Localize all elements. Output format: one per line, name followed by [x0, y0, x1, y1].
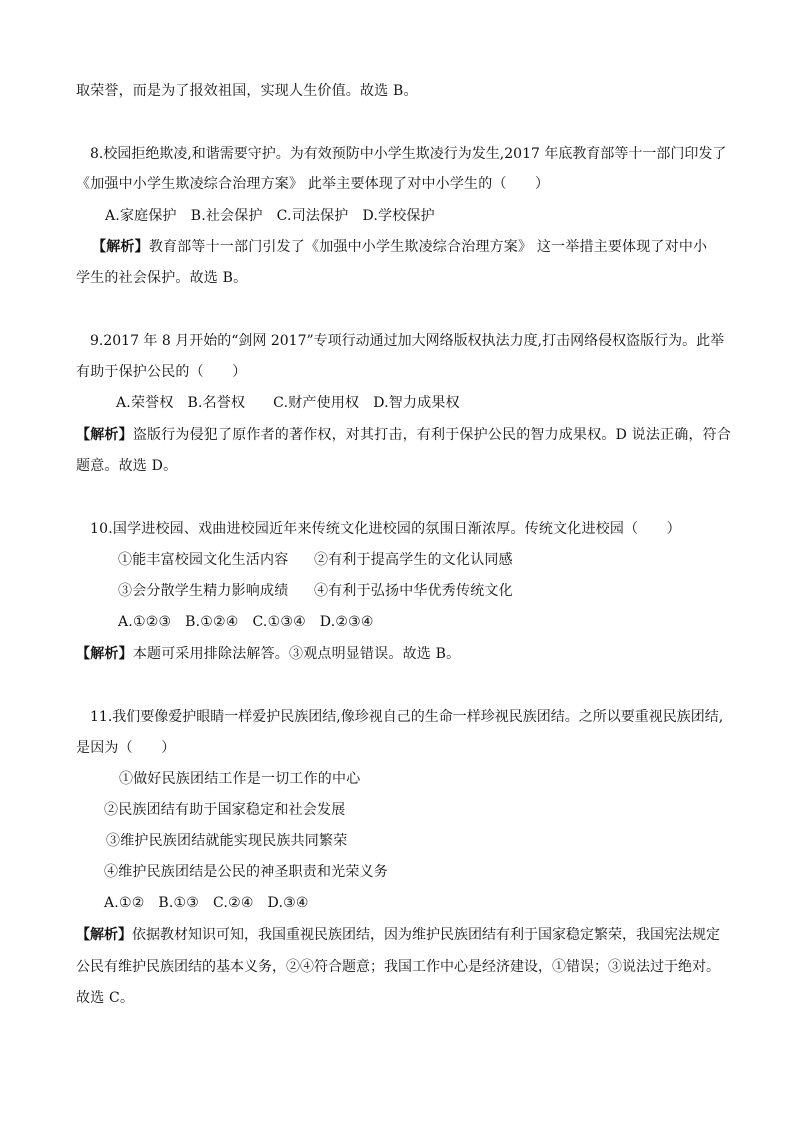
q11-statement-1: ①做好民族团结工作是一切工作的中心 [119, 771, 361, 787]
q9-option-c: C.财产使用权 [273, 395, 360, 411]
q8-option-a: A.家庭保护 [105, 208, 177, 224]
q8-stem-line2: 《加强中小学生欺凌综合治理方案》 此举主要体现了对中小学生的（ ） [76, 176, 550, 192]
q11-analysis-line1: 依据教材知识可知，我国重视民族团结，因为维护民族团结有利于国家稳定繁荣，我国宪法规定 [132, 927, 720, 943]
q11-stem-line2: 是因为（ ） [76, 740, 176, 756]
q11-option-b: B.①③ [158, 895, 200, 911]
q9-analysis-line1: 盗版行为侵犯了原作者的著作权，对其打击，有利于保护公民的智力成果权。D 说法正确，符合 [132, 427, 732, 443]
q11-options [104, 893, 309, 913]
q8-option-d: D.学校保护 [362, 208, 435, 224]
q11-analysis-label: 【解析】 [76, 927, 132, 943]
q11-statement-4: ④维护民族团结是公民的神圣职责和光荣义务 [104, 864, 388, 880]
q9-option-d: D.智力成果权 [373, 395, 460, 411]
q10-statement-3: ③会分散学生精力影响成绩 [118, 583, 289, 599]
q9-analysis [76, 425, 731, 445]
q11-statement-2: ②民族团结有助于国家稳定和社会发展 [104, 802, 346, 818]
q10-analysis-line1: 本题可采用排除法解答。③观点明显错误。故选 B。 [132, 646, 461, 662]
q11-statement-3: ③维护民族团结就能实现民族共同繁荣 [106, 833, 348, 849]
q8-analysis-label: 【解析】 [92, 239, 149, 255]
q10-statement-1: ①能丰富校园文化生活内容 [118, 552, 289, 568]
q10-statement-2: ②有利于提高学生的文化认同感 [314, 552, 513, 568]
q11-analysis [76, 925, 720, 945]
q10-option-c: C.①③④ [252, 614, 306, 630]
q10-option-d: D.②③④ [319, 614, 374, 630]
q10-options [118, 612, 374, 632]
q11-stem-line1: 11.我们要像爱护眼睛一样爱护民族团结,像珍视自己的生命一样珍视民族团结。之所以要重视民族团结, [90, 709, 724, 725]
q9-options [116, 393, 460, 413]
q10-analysis [76, 644, 460, 664]
q9-stem-line2: 有助于保护公民的（ ） [76, 364, 247, 380]
prev-answer-tail: 取荣誉，而是为了报效祖国，实现人生价值。故选 B。 [76, 83, 418, 99]
q8-stem-line1: 8.校园拒绝欺凌,和谐需要守护。为有效预防中小学生欺凌行为发生,2017 年底教育部等十一部门印发了 [90, 146, 727, 162]
q8-analysis [92, 237, 707, 257]
q11-analysis-line3: 故选 C。 [76, 990, 135, 1006]
q10-statement-4: ④有利于弘扬中华优秀传统文化 [314, 583, 513, 599]
q9-stem-line1: 9.2017 年 8 月开始的“剑网 2017”专项行动通过加大网络版权执法力度,打击网络侵权盗版行为。此举 [90, 333, 725, 349]
q9-analysis-label: 【解析】 [76, 427, 133, 443]
q10-stem-line1: 10.国学进校园、戏曲进校园近年来传统文化进校园的氛围日渐浓厚。传统文化进校园（ ） [90, 521, 681, 537]
q8-analysis-line2: 学生的社会保护。故选 B。 [76, 270, 248, 286]
q11-option-d: D.③④ [267, 895, 309, 911]
q11-analysis-line2: 公民有维护民族团结的基本义务，②④符合题意；我国工作中心是经济建设，①错误；③说法过于绝对。 [76, 959, 720, 975]
q9-option-a: A.荣誉权 [116, 395, 174, 411]
q9-option-b: B.名誉权 [187, 395, 246, 411]
q8-analysis-line1: 教育部等十一部门引发了《加强中小学生欺凌综合治理方案》 这一举措主要体现了对中小 [148, 239, 708, 255]
q10-analysis-label: 【解析】 [76, 646, 133, 662]
q11-option-a: A.①② [104, 895, 145, 911]
q11-option-c: C.②④ [213, 895, 254, 911]
q9-analysis-line2: 题意。故选 D。 [76, 458, 178, 474]
q10-option-b: B.①②④ [185, 614, 239, 630]
q10-option-a: A.①②③ [118, 614, 172, 630]
q8-option-c: C.司法保护 [276, 208, 349, 224]
q8-options [105, 206, 435, 226]
q8-option-b: B.社会保护 [190, 208, 263, 224]
